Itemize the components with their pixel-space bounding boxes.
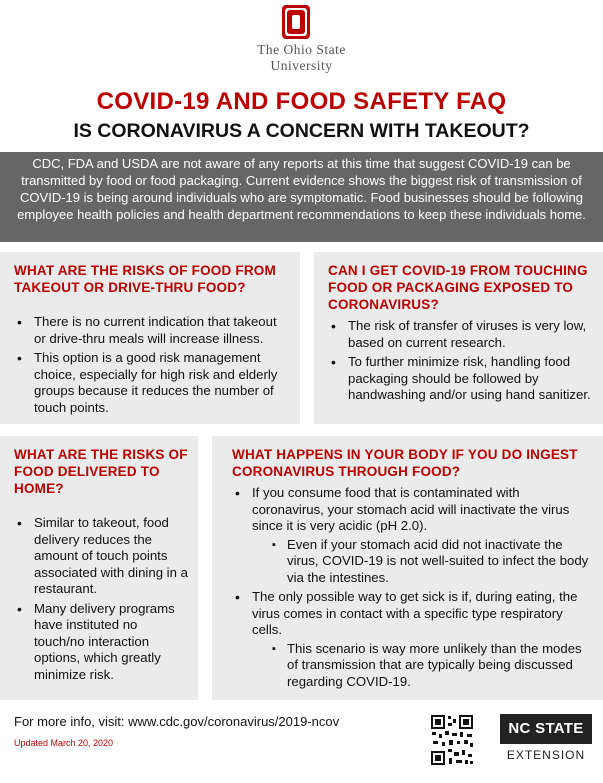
faq-packaging-exposure: [314, 252, 603, 424]
sub-list-item: ▪ This scenario is way more unlikely than the modes of transmission that are typically being discussed regarding COVID-19.: [252, 641, 595, 691]
org-name-line2: University: [270, 58, 333, 73]
faq-bullets: [14, 515, 190, 683]
list-item: • This option is a good risk management choice, especially for high risk and elderly groups because it reduces the number of touch points.: [14, 350, 288, 416]
list-item: • Many delivery programs have instituted no touch/no interaction options, which greatly minimize risk.: [14, 601, 190, 684]
faq-heading: CAN I GET COVID-19 FROM TOUCHING FOOD OR PACKAGING EXPOSED TO CORONAVIRUS?: [328, 263, 588, 312]
page-title: COVID-19 AND FOOD SAFETY FAQ: [96, 88, 507, 115]
list-item-text: The only possible way to get sick is if, during eating, the virus comes in contact with a specific type respiratory cells.: [252, 589, 578, 637]
sub-list-item: ▪ Even if your stomach acid did not inactivate the virus, COVID-19 is not well-suited to infect the body via the intestines.: [252, 537, 595, 587]
list-item-text: If you consume food that is contaminated with coronavirus, your stomach acid will inactivate the virus since it is very acidic (pH 2.0).: [252, 485, 570, 533]
faq-bullets: [14, 314, 288, 416]
page-subtitle: IS CORONAVIRUS A CONCERN WITH TAKEOUT?: [73, 120, 530, 142]
faq-ingestion: [212, 436, 603, 700]
updated-date: Updated March 20, 2020: [14, 738, 114, 748]
org-name-line1: The Ohio State: [257, 42, 346, 57]
list-item: • To further minimize risk, handling food packaging should be followed by handwashing and/or using hand sanitizer.: [328, 354, 595, 404]
list-item: • There is no current indication that takeout or drive-thru meals will increase illness.: [14, 314, 288, 347]
faq-takeout-risks: [0, 252, 300, 424]
faq-heading: WHAT ARE THE RISKS OF FOOD DELIVERED TO HOME?: [14, 447, 188, 496]
faq-heading: WHAT HAPPENS IN YOUR BODY IF YOU DO INGEST CORONAVIRUS THROUGH FOOD?: [232, 447, 578, 479]
faq-bullets: [232, 485, 595, 690]
list-item: • The risk of transfer of viruses is very low, based on current research.: [328, 318, 595, 351]
list-item: [232, 485, 595, 586]
list-item: • Similar to takeout, food delivery reduces the amount of touch points associated with dining in a restaurant.: [14, 515, 190, 598]
faq-bullets: [328, 318, 595, 404]
list-item: [232, 589, 595, 690]
ncstate-extension-label: EXTENSION: [506, 748, 586, 762]
intro-banner: CDC, FDA and USDA are not aware of any reports at this time that suggest COVID-19 can be transmitted by food or food packaging. Current evidence shows the biggest risk of transmission of COVID-19 is being around individuals who are symptomatic. Food businesses should be following employee health policies and health department recommendations to keep these individuals home.: [0, 152, 603, 242]
faq-heading: WHAT ARE THE RISKS OF FOOD FROM TAKEOUT OR DRIVE-THRU FOOD?: [14, 263, 276, 295]
ohio-state-block-o-icon: [281, 4, 311, 40]
faq-delivery-risks: [0, 436, 198, 700]
sub-bullets: [252, 537, 595, 587]
ncstate-logo: NC STATE: [500, 714, 592, 744]
more-info-link[interactable]: For more info, visit: www.cdc.gov/coronavirus/2019-ncov: [14, 714, 340, 729]
sub-bullets: [252, 641, 595, 691]
qr-code-icon: [430, 714, 474, 766]
